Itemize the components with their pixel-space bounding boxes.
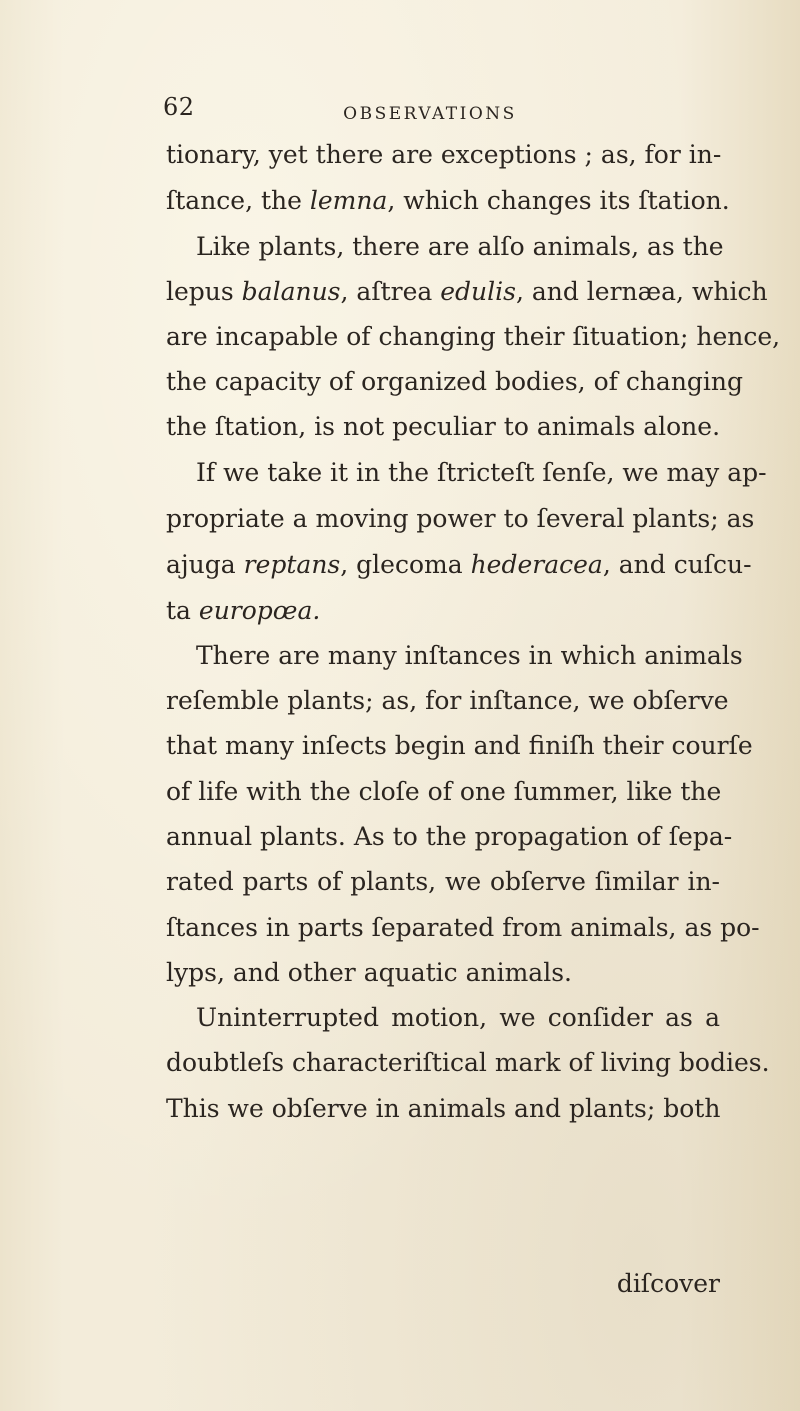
page-number: 62: [163, 93, 195, 121]
text-span: , and lernæa, which: [515, 277, 768, 306]
text-span: the ſtation, is not peculiar to animals alone.: [166, 412, 721, 441]
text-span: Like plants, there are alſo animals, as the: [196, 232, 724, 261]
text-line: [166, 596, 720, 626]
italic-term: edulis: [440, 277, 516, 306]
catchword: diſcover: [616, 1269, 720, 1298]
text-line: [166, 412, 720, 442]
text-line: [166, 1048, 770, 1078]
text-line: [166, 277, 768, 307]
text-span: There are many inſtances in which animals: [196, 641, 743, 670]
italic-term: hederacea: [470, 550, 603, 579]
text-line: [166, 958, 720, 988]
italic-term: reptans: [243, 550, 341, 579]
text-line: [166, 367, 744, 397]
text-line: [166, 1094, 720, 1124]
text-span: If we take it in the ſtricteſt ſenſe, we may ap-: [196, 458, 767, 487]
text-span: ſtance, the: [166, 186, 310, 215]
text-span: lyps, and other aquatic animals.: [166, 958, 572, 987]
text-span: annual plants. As to the propagation of ſepa-: [166, 822, 733, 851]
text-span: rated parts of plants, we obſerve ſimilar in-: [166, 867, 720, 896]
text-span: doubtleſs characteriſtical mark of living bodies.: [166, 1048, 770, 1077]
text-line: [196, 1003, 720, 1033]
text-span: the capacity of organized bodies, of changing: [166, 367, 744, 396]
text-line: [166, 867, 720, 897]
text-line: [166, 777, 720, 807]
running-head: OBSERVATIONS: [343, 104, 517, 124]
text-line: [166, 913, 760, 943]
text-span: ſtances in parts ſeparated from animals, as po-: [166, 913, 760, 942]
text-span: , which changes its ſtation.: [387, 186, 730, 215]
text-span: of life with the cloſe of one ſummer, like the: [166, 777, 722, 806]
text-line: [196, 232, 724, 262]
text-span: , and cuſcu-: [602, 550, 752, 579]
text-line: [166, 140, 720, 170]
text-span: reſemble plants; as, for inſtance, we obſerve: [166, 686, 729, 715]
text-line: [166, 550, 752, 580]
text-line: [196, 641, 743, 671]
italic-term: balanus: [241, 277, 341, 306]
text-span: ajuga: [166, 550, 244, 579]
text-line: [166, 822, 733, 852]
text-span: tionary, yet there are exceptions ; as, for in-: [166, 140, 722, 169]
text-line: [166, 504, 755, 534]
text-line: [166, 322, 781, 352]
text-span: are incapable of changing their ſituation; hence,: [166, 322, 781, 351]
text-line: [196, 458, 767, 488]
text-span: propriate a moving power to ſeveral plants; as: [166, 504, 755, 533]
text-line: [166, 731, 753, 761]
text-span: ta: [166, 596, 199, 625]
text-span: lepus: [166, 277, 242, 306]
text-span: Uninterrupted motion, we conſider as a: [196, 1003, 720, 1032]
text-span: , glecoma: [340, 550, 471, 579]
text-span: This we obſerve in animals and plants; both: [166, 1094, 721, 1123]
text-span: , aſtrea: [340, 277, 441, 306]
italic-term: lemna: [309, 186, 388, 215]
text-line: [166, 186, 730, 216]
text-line: [166, 686, 729, 716]
text-span: that many inſects begin and finiſh their courſe: [166, 731, 753, 760]
italic-term: europœa.: [198, 596, 321, 625]
